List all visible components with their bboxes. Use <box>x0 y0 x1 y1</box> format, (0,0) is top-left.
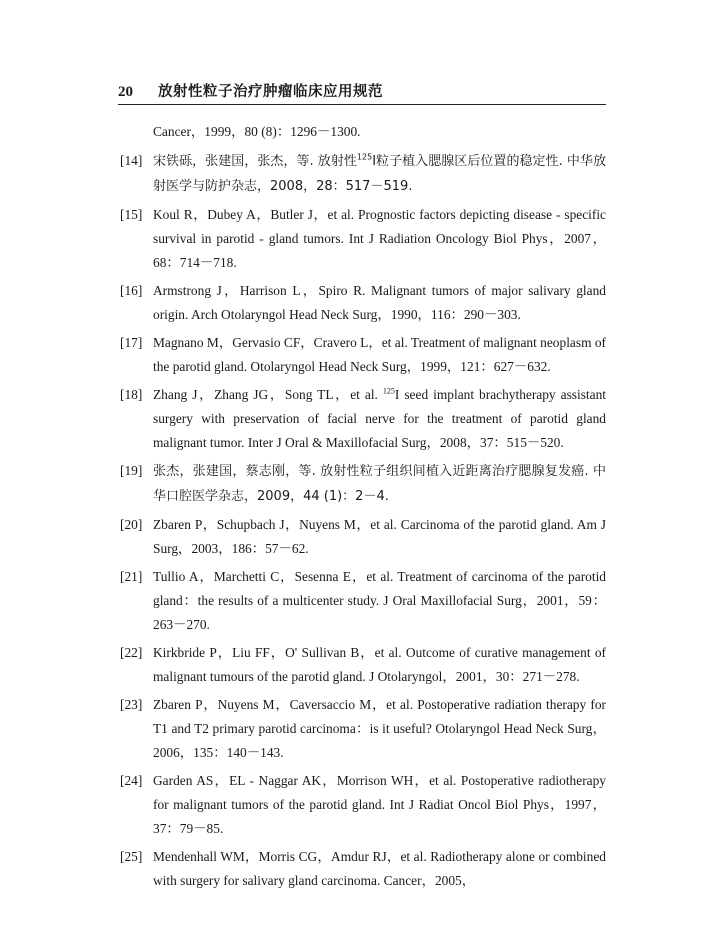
reference-23 <box>120 693 606 765</box>
reference-number: [15] <box>120 207 143 222</box>
reference-text: 宋铁砾，张建国，张杰，等. 放射性$^{125}$I粒子植入腮腺区后位置的稳定性. 中华放射医学与防护杂志，2008，28：517－519. <box>153 152 606 194</box>
page-header <box>118 80 606 101</box>
reference-number: [19] <box>120 463 143 478</box>
reference-16 <box>120 279 606 327</box>
reference-continuation <box>120 120 606 144</box>
page-number: 20 <box>118 84 133 100</box>
reference-25 <box>120 845 606 893</box>
reference-text: 张杰，张建国，蔡志刚，等. 放射性粒子组织间植入近距离治疗腮腺复发癌. 中华口腔医学杂志，2009，44 (1)：2－4. <box>153 464 606 504</box>
reference-text: Zbaren P，Nuyens M，Caversaccio M，et al. Postoperative radiation therapy for T1 and T2 primary parotid carcinoma：is it useful? Otolaryngol Head Neck Surg，2006，135：140－143. <box>153 697 606 760</box>
reference-number: [18] <box>120 387 143 402</box>
header-rule <box>118 104 606 105</box>
reference-number: [23] <box>120 697 143 712</box>
reference-number: [14] <box>120 153 143 168</box>
reference-text: Zbaren P，Schupbach J，Nuyens M，et al. Carcinoma of the parotid gland. Am J Surg，2003，186：57－62. <box>153 517 606 556</box>
reference-text: Garden AS，EL - Naggar AK，Morrison WH，et al. Postoperative radiotherapy for malignant tumors of the parotid gland. Int J Radiat Oncol Biol Phys，1997，37：79－85. <box>153 773 606 836</box>
reference-text: Zhang J，Zhang JG，Song TL，et al. $^{125}$I seed implant brachytherapy assistant surgery with preservation of facial nerve for the treatment of parotid gland malignant tumor. Inter J Oral & Maxillofacial Surg，2008，37：515－520. <box>153 386 607 450</box>
isotope-superscript: 125 <box>382 386 395 396</box>
reference-14 <box>120 149 606 199</box>
reference-number: [17] <box>120 335 143 350</box>
reference-number: [22] <box>120 645 143 660</box>
reference-number: [20] <box>120 517 143 532</box>
reference-18 <box>120 383 606 455</box>
isotope-superscript: 125 <box>356 152 373 162</box>
reference-15 <box>120 203 606 275</box>
reference-21 <box>120 565 606 637</box>
reference-list <box>120 120 606 897</box>
reference-22 <box>120 641 606 689</box>
reference-number: [16] <box>120 283 143 298</box>
reference-text: Tullio A，Marchetti C，Sesenna E，et al. Treatment of carcinoma of the parotid gland：the results of a multicenter study. J Oral Maxillofacial Surg，2001，59：263－270. <box>153 569 606 632</box>
reference-text: Mendenhall WM，Morris CG，Amdur RJ，et al. Radiotherapy alone or combined with surgery for salivary gland carcinoma. Cancer，2005， <box>153 849 606 888</box>
reference-text: Magnano M，Gervasio CF，Cravero L，et al. Treatment of malignant neoplasm of the parotid gland. Otolaryngol Head Neck Surg，1999，121：627－632. <box>153 335 606 374</box>
running-title: 放射性粒子治疗肿瘤临床应用规范 <box>158 84 383 100</box>
reference-number: [25] <box>120 849 143 864</box>
reference-20 <box>120 513 606 561</box>
reference-text: Cancer，1999，80 (8)：1296－1300. <box>153 124 361 139</box>
reference-number: [24] <box>120 773 143 788</box>
reference-text: Armstrong J，Harrison L，Spiro R. Malignant tumors of major salivary gland origin. Arch Otolaryngol Head Neck Surg，1990，116：290－303. <box>153 283 606 322</box>
reference-text: Kirkbride P，Liu FF，O' Sullivan B，et al. Outcome of curative management of malignant tumours of the parotid gland. J Otolaryngol，2001，30：271－278. <box>153 645 606 684</box>
reference-19 <box>120 459 606 509</box>
reference-17 <box>120 331 606 379</box>
reference-text: Koul R，Dubey A，Butler J，et al. Prognostic factors depicting disease - specific survival in parotid - gland tumors. Int J Radiation Oncology Biol Phys，2007，68：714－718. <box>153 207 606 270</box>
reference-number: [21] <box>120 569 143 584</box>
reference-24 <box>120 769 606 841</box>
